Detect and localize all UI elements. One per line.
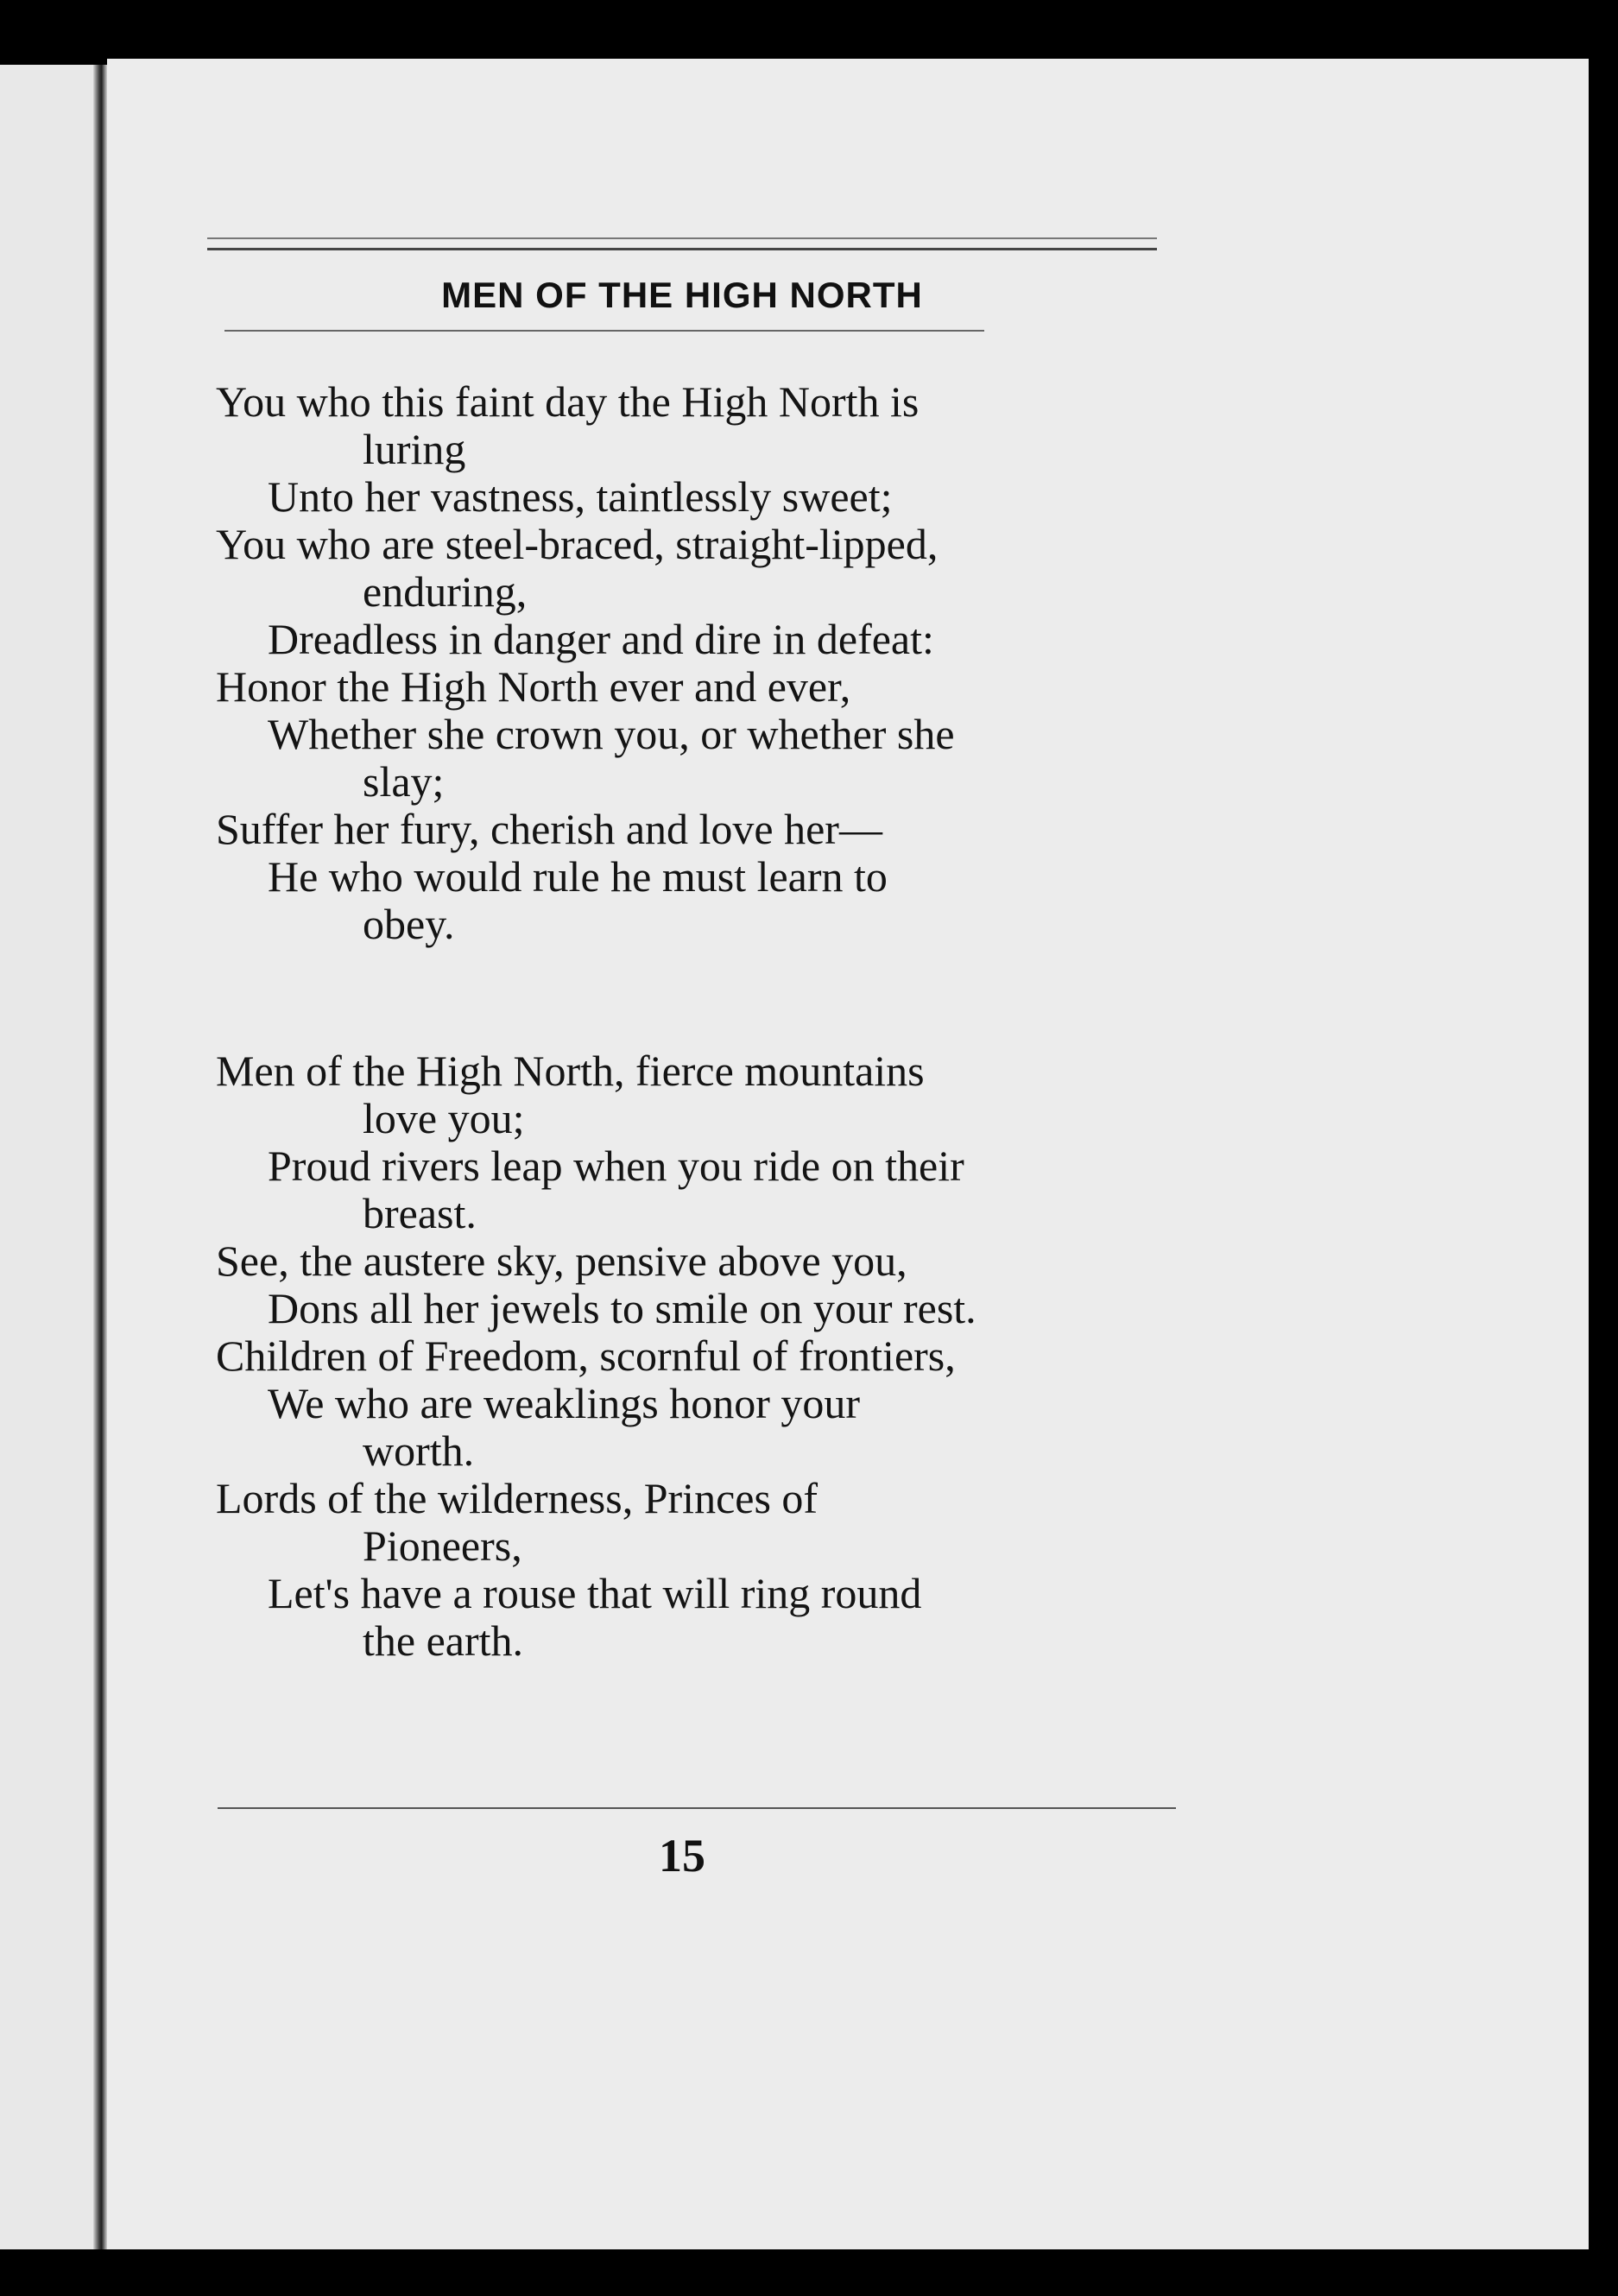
poem-line: Let's have a rouse that will ring round	[268, 1569, 922, 1617]
poem-line: See, the austere sky, pensive above you,	[216, 1237, 907, 1285]
poem-line: Lords of the wilderness, Princes of	[216, 1474, 818, 1522]
footer-rule	[218, 1807, 1176, 1809]
poem-title: MEN OF THE HIGH NORTH	[441, 275, 923, 315]
page-number: 15	[659, 1830, 705, 1882]
poem-line: Pioneers,	[363, 1521, 522, 1570]
poem-line: Dons all her jewels to smile on your rest.	[268, 1284, 976, 1332]
poem-line: You who this faint day the High North is	[216, 377, 920, 426]
poem-line: Children of Freedom, scornful of frontiers,	[216, 1331, 956, 1380]
poem-line: He who would rule he must learn to	[268, 852, 888, 901]
book-spine	[93, 65, 107, 2249]
header-rule-thin	[207, 237, 1157, 239]
poem-line: love you;	[363, 1094, 525, 1142]
poem-line: obey.	[363, 900, 455, 948]
poem-line: Men of the High North, fierce mountains	[216, 1047, 925, 1095]
poem-line: We who are weaklings honor your	[268, 1379, 861, 1427]
poem-line: Proud rivers leap when you ride on their	[268, 1142, 964, 1190]
poem-line: worth.	[363, 1426, 475, 1475]
stanza-1	[216, 378, 1174, 948]
poem-line: Unto her vastness, taintlessly sweet;	[268, 472, 893, 521]
poem-line: the earth.	[363, 1616, 524, 1665]
poem-line: enduring,	[363, 567, 528, 616]
poem-line: slay;	[363, 757, 445, 806]
poem-line: Suffer her fury, cherish and love her—	[216, 805, 882, 853]
stanza-2	[216, 1047, 1174, 1665]
header-rule-thick	[207, 248, 1157, 250]
poem-line: Whether she crown you, or whether she	[268, 710, 955, 758]
poem-line: You who are steel-braced, straight-lipped,	[216, 520, 939, 568]
poem-line: Dreadless in danger and dire in defeat:	[268, 615, 934, 663]
left-page-edge	[0, 65, 102, 2249]
poem-line: Honor the High North ever and ever,	[216, 662, 851, 711]
poem-line: breast.	[363, 1189, 477, 1237]
poem-line: luring	[363, 425, 466, 473]
title-underline	[224, 330, 984, 332]
